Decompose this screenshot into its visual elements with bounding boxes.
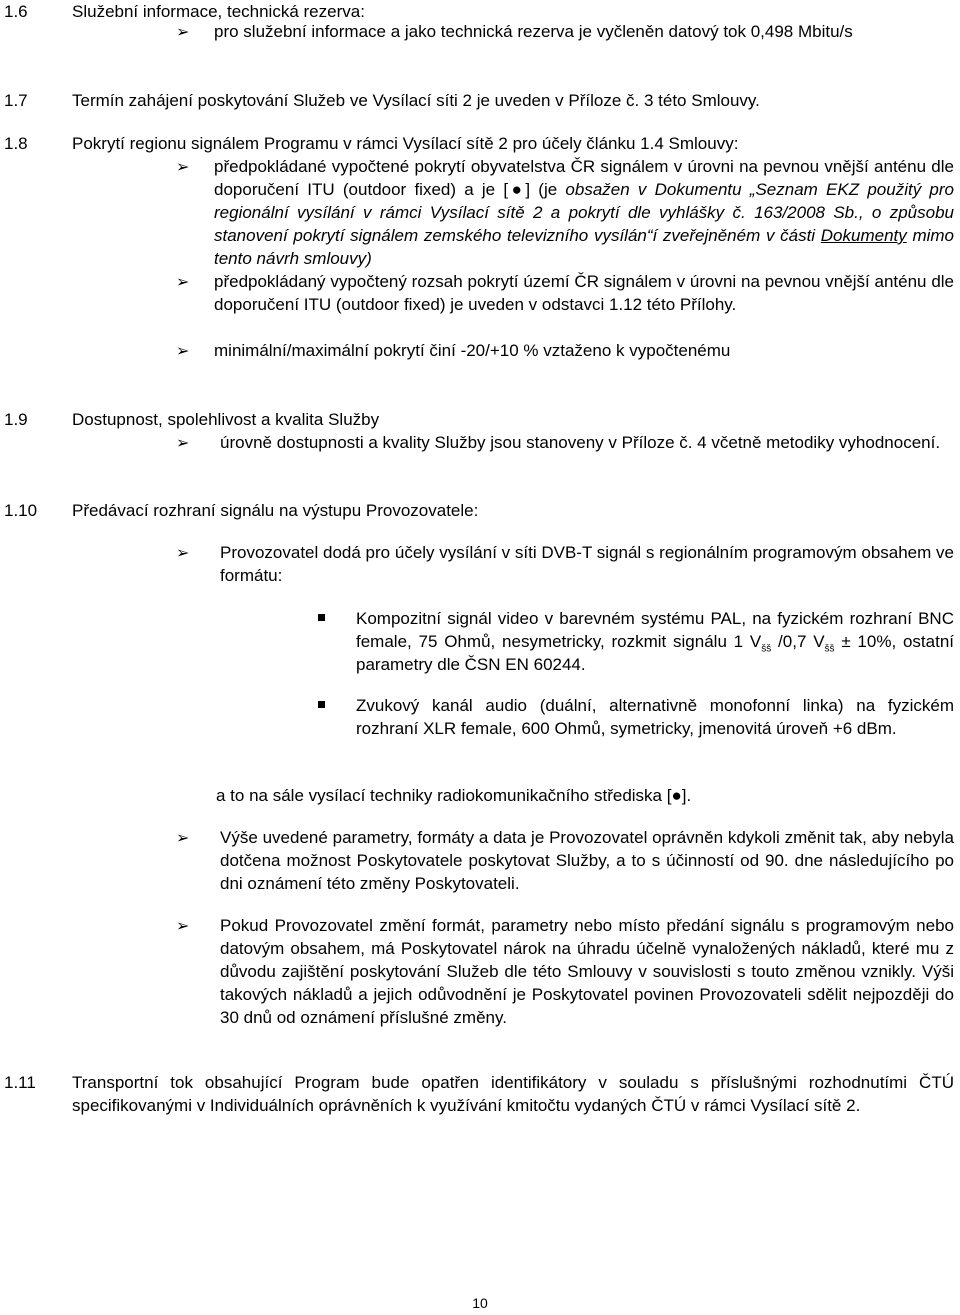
section-number: 1.7 bbox=[4, 91, 28, 110]
subscript: šš bbox=[761, 643, 772, 655]
section-title: Dostupnost, spolehlivost a kvalita Služby bbox=[72, 410, 380, 429]
text-run-italic: mimo tento návrh smlouvy) bbox=[214, 226, 955, 268]
bullet-text: pro služební informace a jako technická rezerva je vyčleněn datový tok 0,498 Mbitu/s bbox=[214, 22, 853, 41]
section-title: Transportní tok obsahující Program bude opatřen identifikátory v souladu s příslušnými rozhodnutími ČTÚ specifikovanými v Individuálních oprávněních k využívání kmitočtu vydaných ČTÚ v rámci Vysílací sítě 2. bbox=[72, 1073, 954, 1115]
section-number: 1.11 bbox=[4, 1073, 36, 1092]
bullet-item bbox=[176, 914, 954, 1029]
bullet-text bbox=[356, 607, 954, 676]
bullet-item bbox=[176, 826, 954, 895]
bullet-text: Výše uvedené parametry, formáty a data je Provozovatel oprávněn kdykoli změnit tak, aby nebyla dotčena možnost Poskytovatele poskytovat Služby, a to s účinností od 90. dne následujícího po dni oznámení této změny Poskytovateli. bbox=[220, 828, 954, 893]
arrow-bullet-icon: ➢ bbox=[176, 341, 190, 360]
text-run-italic: , o způsobu stanovení pokrytí signálem zemského televizního vysílán“í zveřejněném v části bbox=[214, 203, 954, 245]
arrow-bullet-icon: ➢ bbox=[176, 543, 190, 562]
bullet-text: Pokud Provozovatel změní formát, parametry nebo místo předání signálu s programovým nebo datovým obsahem, má Poskytovatel nárok na úhradu účelně vynaložených nákladů, které mu z důvodu zajištění poskytování Služeb dle této Smlouvy v souvislosti s touto změnou vznikly. Výši takových nákladů a jejich odůvodnění je Poskytovatel povinen Provozovateli sdělit nejpozději do 30 dnů od oznámení příslušné změny. bbox=[220, 916, 954, 1027]
arrow-bullet-icon: ➢ bbox=[176, 828, 190, 847]
section-number: 1.10 bbox=[4, 501, 38, 520]
page-number: 10 bbox=[472, 1295, 488, 1311]
arrow-bullet-icon: ➢ bbox=[176, 22, 190, 41]
arrow-bullet-icon: ➢ bbox=[176, 916, 190, 935]
bullet-item bbox=[176, 339, 954, 362]
square-bullet-item bbox=[318, 607, 954, 676]
text-run: Kompozitní signál video v barevném systému PAL, na fyzickém rozhraní BNC female, 75 Ohmů, nesymetricky, rozkmit signálu 1 V bbox=[356, 609, 954, 651]
arrow-bullet-icon: ➢ bbox=[176, 433, 190, 452]
bullet-text: předpokládaný vypočtený rozsah pokrytí území ČR signálem v úrovni na pevnou vnější anténu dle doporučení ITU (outdoor fixed) je uveden v odstavci 1.12 této Přílohy. bbox=[214, 272, 954, 314]
arrow-bullet-icon: ➢ bbox=[176, 157, 190, 176]
bullet-text: minimální/maximální pokrytí činí -20/+10 % vztaženo k vypočtenému bbox=[214, 341, 731, 360]
paragraph: a to na sále vysílací techniky radiokomunikačního střediska [●]. bbox=[216, 786, 692, 805]
bullet-text: Zvukový kanál audio (duální, alternativně monofonní linka) na fyzickém rozhraní XLR female, 600 Ohmů, symetricky, jmenovitá úroveň +6 dBm. bbox=[356, 696, 954, 738]
square-bullet-icon bbox=[318, 701, 325, 708]
section-title: Termín zahájení poskytování Služeb ve Vysílací síti 2 je uveden v Příloze č. 3 této Smlouvy. bbox=[72, 91, 760, 110]
bullet-item bbox=[176, 541, 954, 587]
section-number: 1.6 bbox=[4, 2, 28, 21]
bullet-item bbox=[176, 155, 954, 270]
text-run: /0,7 V bbox=[771, 632, 825, 651]
section-number: 1.8 bbox=[4, 134, 28, 153]
section-title: Předávací rozhraní signálu na výstupu Provozovatele: bbox=[72, 501, 479, 520]
square-bullet-item bbox=[318, 694, 954, 740]
square-bullet-icon bbox=[318, 614, 325, 621]
text-run: ± 10%, ostatní parametry dle ČSN EN 60244. bbox=[356, 632, 954, 674]
bullet-text: úrovně dostupnosti a kvality Služby jsou stanoveny v Příloze č. 4 včetně metodiky vyhodnocení. bbox=[220, 433, 941, 452]
bullet-text bbox=[214, 155, 954, 270]
text-run: předpokládané vypočtené pokrytí obyvatelstva ČR signálem v úrovni na pevnou vnější anténu dle doporučení ITU (outdoor fixed) a je [●] (je bbox=[214, 157, 954, 199]
subscript: šš bbox=[824, 643, 835, 655]
bullet-item bbox=[176, 20, 954, 43]
section-title: Pokrytí regionu signálem Programu v rámci Vysílací sítě 2 pro účely článku 1.4 Smlouvy: bbox=[72, 134, 739, 153]
section-title: Služební informace, technická rezerva: bbox=[72, 2, 365, 21]
documents-link[interactable]: Dokumenty bbox=[820, 226, 907, 245]
bullet-item bbox=[176, 270, 954, 316]
bullet-item bbox=[176, 431, 954, 454]
section-number: 1.9 bbox=[4, 410, 28, 429]
arrow-bullet-icon: ➢ bbox=[176, 272, 190, 291]
text-run-italic: obsažen v Dokumentu „Seznam EKZ použitý pro regionální vysílání v rámci Vysílací sítě 2 a pokrytí dle vyhlášky č. 163/2008 Sb. bbox=[214, 180, 954, 222]
bullet-text: Provozovatel dodá pro účely vysílání v síti DVB-T signál s regionálním programovým obsahem ve formátu: bbox=[220, 543, 954, 585]
